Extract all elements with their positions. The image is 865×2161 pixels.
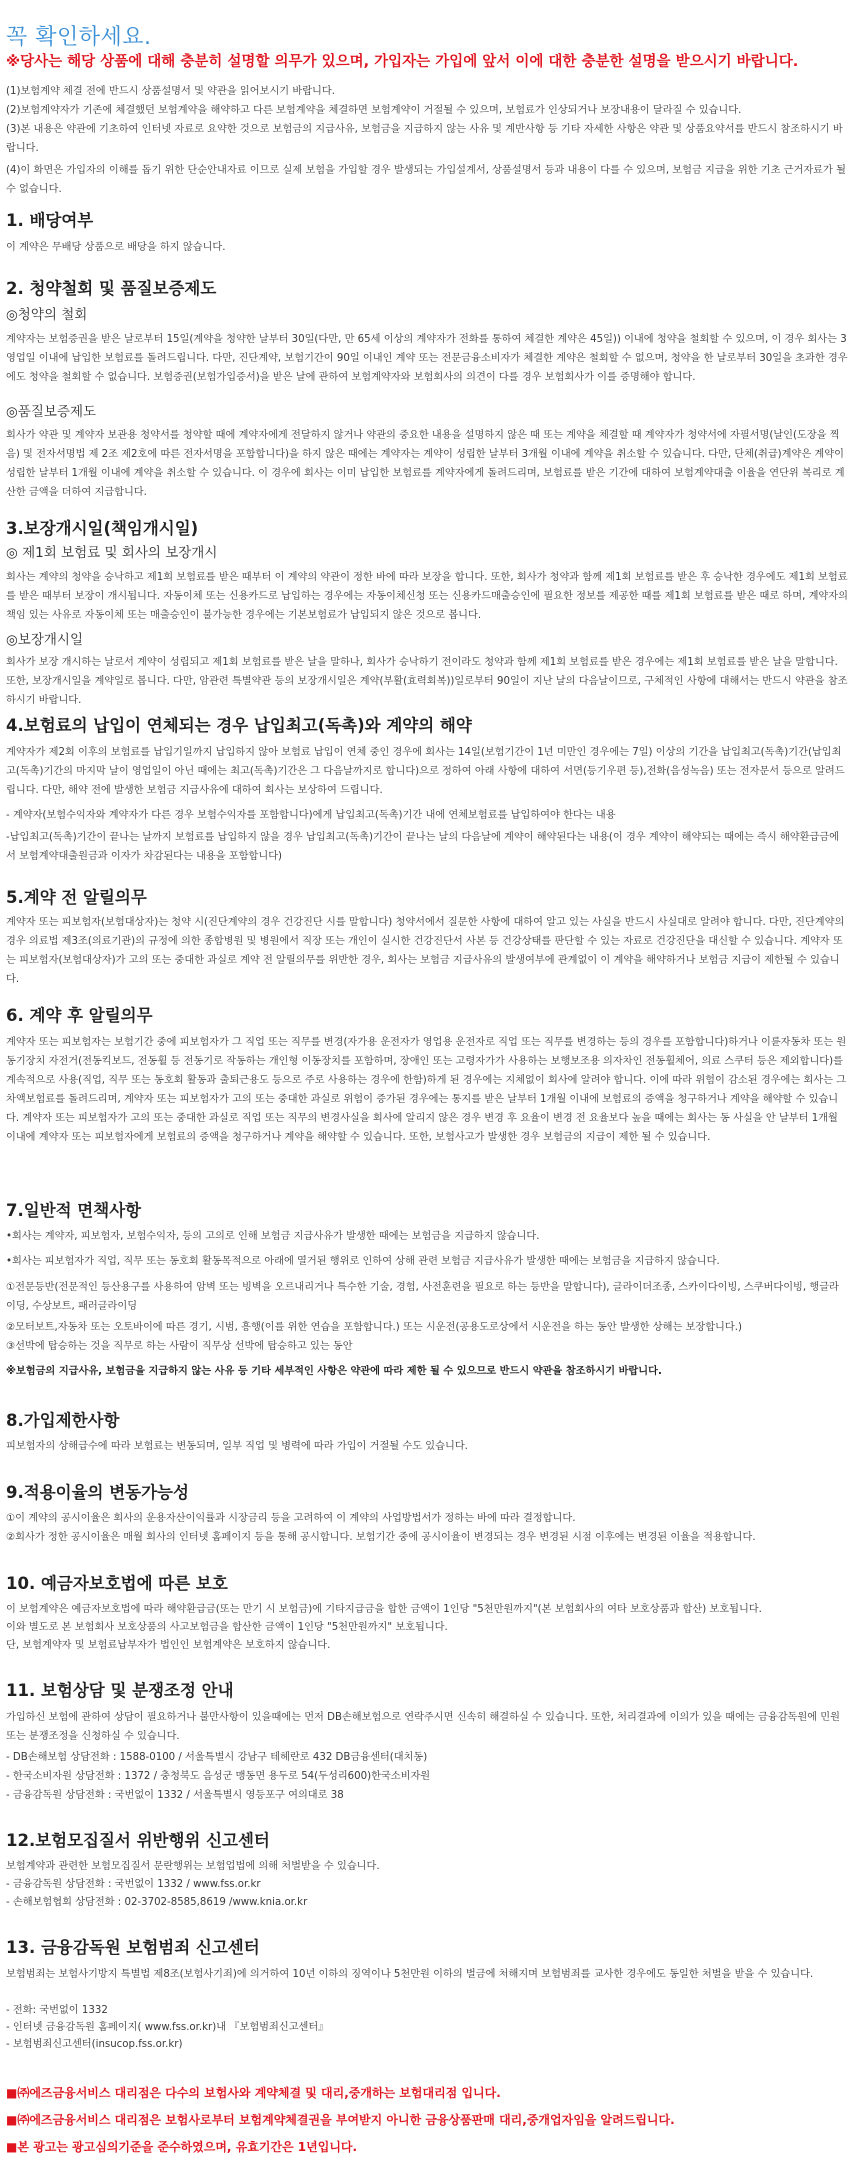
section-9-heading: 9.적용이율의 변동가능성 [6,1483,189,1502]
section-2-heading: 2. 청약철회 및 품질보증제도 [6,279,217,298]
section-13-heading: 13. 금융감독원 보험범죄 신고센터 [6,1938,260,1957]
section-4-item-1: - 계약자(보험수익자와 계약자가 다른 경우 보험수익자를 포함합니다)에게 납입최고(독촉)기간 내에 연체보험료를 납입하여야 한다는 내용 [6,810,616,821]
section-8-heading: 8.가입제한사항 [6,1411,120,1430]
section-10-item-3: 단, 보험계약자 및 보험료납부자가 법인인 보험계약은 보호하지 않습니다. [6,1640,331,1651]
section-11-contact-db: - DB손해보험 상담전화 : 1588-0100 / 서울특별시 강남구 테헤란로 432 DB금융센터(대치동) [6,1752,428,1763]
section-8-body: 피보험자의 상해급수에 따라 보험료는 변동되며, 일부 직업 및 병력에 따라 가입이 거절될 수도 있습니다. [6,1441,468,1452]
section-11-contact-fss: - 금융감독원 상담전화 : 국번없이 1332 / 서울특별시 영등포구 여의대로 38 [6,1790,344,1801]
notice-item-4: (4)이 화면은 가입자의 이해를 돕기 위한 단순안내자료 이므로 실제 보험을 가입할 경우 발생되는 가입설계서, 상품설명서 등과 내용이 다를 수 있으며, 보험금 지급을 위한 기초 근거자료가 될 수 없습니다. [6,165,846,195]
section-2-body-withdrawal: 계약자는 보험증권을 받은 날로부터 15일(계약을 청약한 날부터 30일(다만, 만 65세 이상의 계약자가 전화를 통하여 체결한 계약은 45일)) 이내에 청약을 철회할 수 있으며, 이 경우 회사는 3영업일 이내에 납입한 보험료를 돌려드립니다. 다만, 진단계약, 보험기간이 90일 이내인 계약 또는 전문금융소비자가 체결한 계약은 철회할 수 없으며, 청약을 한 날로부터 30일을 초과한 경우에도 청약을 철회할 수 없습니다. 보험증권(보험가입증서)을 받은 날에 관하여 보험계약자와 보험회사의 의견이 다를 경우 보험회사가 이를 증명해야 합니다. [6,334,848,383]
section-9-item-1: ①이 계약의 공시이율은 회사의 운용자산이익률과 시장금리 등을 고려하여 이 계약의 사업방법서가 정하는 바에 따라 결정합니다. [6,1513,576,1524]
section-1-heading: 1. 배당여부 [6,211,94,230]
notice-warning: ※당사는 해당 상품에 대해 충분히 설명할 의무가 있으며, 가입자는 가입에 앞서 이에 대한 충분한 설명을 받으시기 바랍니다. [6,54,799,70]
section-7-item-5: ③선박에 탑승하는 것을 직무로 하는 사람이 직무상 선박에 탑승하고 있는 동안 [6,1341,353,1352]
section-12-contact-knia: - 손해보험협회 상담전화 : 02-3702-8585,8619 /www.knia.or.kr [6,1897,308,1908]
section-1-body: 이 계약은 무배당 상품으로 배당을 하지 않습니다. [6,242,226,253]
section-10-item-2: 이와 별도로 본 보험회사 보호상품의 사고보험금을 합산한 금액이 1인당 "5천만원까지" 보호됩니다. [6,1622,448,1633]
section-3-body-first-premium: 회사는 계약의 청약을 승낙하고 제1회 보험료를 받은 때부터 이 계약의 약관이 정한 바에 따라 보장을 합니다. 또한, 회사가 청약과 함께 제1회 보험료를 받은 후 승낙한 경우에도 제1회 보험료를 받은 때부터 보장이 개시됩니다. 자동이체 또는 신용카드로 납입하는 경우에는 자동이체신청 또는 신용카드매출승인에 필요한 정보를 제공한 때를 제1회 보험료를 받은 때로 하며, 계약자의 책임 있는 사유로 자동이체 또는 매출승인이 불가능한 경우에는 기본보험료가 납입되지 않은 것으로 봅니다. [6,572,848,621]
section-13-body: 보험범죄는 보험사기방지 특별법 제8조(보험사기죄)에 의거하여 10년 이하의 징역이나 5천만원 이하의 벌금에 처해지며 보험범죄를 교사한 경우에도 동일한 처벌을 받을 수 있습니다. [6,1969,814,1980]
footer-line-3: ■본 광고는 광고심의기준을 준수하였으며, 유효기간은 1년입니다. [6,2140,358,2154]
section-3-sub-start-date: ◎보장개시일 [6,632,83,648]
section-6-body: 계약자 또는 피보험자는 보험기간 중에 피보험자가 그 직업 또는 직무를 변경(자가용 운전자가 영업용 운전자로 직업 또는 직무를 변경하는 등의 경우를 포함합니다)하거나 이륜자동차 또는 원동기장치 자전거(전동킥보드, 전동휠 등 전동기로 작동하는 개인형 이동장치를 포함하며, 장애인 또는 고령자가가 사용하는 보행보조용 의자차인 전동휠체어, 의료 스쿠터 등은 제외합니다)를 계속적으로 사용(직업, 직무 또는 동호회 활동과 출퇴근용도 등으로 주로 사용하는 경우에 한함)하게 된 경우에는 지체없이 회사에 알려야 합니다. 이에 따라 위험이 감소된 경우에는 회사는 그 차액보험료를 돌려드리며, 계약자 또는 피보험자가 고의 또는 중대한 과실로 위험이 증가된 경우에는 통지를 받은 날부터 1개월 이내에 보험료의 증액을 청구하거나 계약을 해약할 수 있습니다. 계약자 또는 피보험자가 고의 또는 중대한 과실로 직업 또는 직무의 변경사실을 회사에 알리지 않은 경우 변경 후 요율이 변경 전 요율보다 높을 때에는 회사는 동 사실을 안 날부터 1개월 이내에 계약자 또는 피보험자에게 보험료의 증액을 청구하거나 계약을 해약할 수 있습니다. 또한, 보험사고가 발생한 경우 보험금의 지급이 제한 될 수 있습니다. [6,1037,847,1143]
section-11-body: 가입하신 보험에 관하여 상담이 필요하거나 불만사항이 있을때에는 먼저 DB손해보험으로 연락주시면 신속히 해결하실 수 있습니다. 또한, 처리결과에 이의가 있을 때에는 금융감독원에 민원 또는 분쟁조정을 신청하실 수 있습니다. [6,1712,840,1742]
section-7-note: ※보험금의 지급사유, 보험금을 지급하지 않는 사유 등 기타 세부적인 사항은 약관에 따라 제한 될 수 있으므로 반드시 약관을 참조하시기 바랍니다. [6,1366,662,1377]
section-4-item-2: -납입최고(독촉)기간이 끝나는 날까지 보험료를 납입하지 않을 경우 납입최고(독촉)기간이 끝나는 날의 다음날에 계약이 해약된다는 내용(이 경우 계약이 해약되는 때에는 즉시 해약환급금에서 보험계약대출원금과 이자가 차감된다는 내용을 포함합니다) [6,832,839,862]
section-2-sub-withdrawal: ◎청약의 철회 [6,307,88,323]
notice-item-2: (2)보험계약자가 기존에 체결했던 보험계약을 해약하고 다른 보험계약을 체결하면 보험계약이 거절될 수 있으며, 보험료가 인상되거나 보장내용이 달라질 수 있습니다. [6,105,742,116]
section-11-contact-kca: - 한국소비자원 상담전화 : 1372 / 충청북도 음성군 맹동면 용두로 54(두성리600)한국소비자원 [6,1771,431,1782]
section-12-body: 보험계약과 관련한 보험모집질서 문란행위는 보험업법에 의해 처벌받을 수 있습니다. [6,1861,380,1872]
section-9-item-2: ②회사가 정한 공시이율은 매월 회사의 인터넷 홈페이지 등을 통해 공시합니다. 보험기간 중에 공시이율이 변경되는 경우 변경된 시점 이후에는 변경된 이율을 적용합니다. [6,1532,756,1543]
section-3-sub-first-premium: ◎ 제1회 보험료 및 회사의 보장개시 [6,545,218,561]
notice-item-3: (3)본 내용은 약관에 기초하여 인터넷 자료로 요약한 것으로 보험금의 지급사유, 보험금을 지급하지 않는 사유 및 계반사항 등 기타 자세한 사항은 약관 및 상품요약서를 반드시 참조하시기 바랍니다. [6,124,843,154]
notice-item-1: (1)보험계약 체결 전에 반드시 상품설명서 및 약관을 읽어보시기 바랍니다. [6,86,335,97]
section-5-body: 계약자 또는 피보험자(보험대상자)는 청약 시(진단계약의 경우 건강진단 시를 말합니다) 청약서에서 질문한 사항에 대하여 알고 있는 사실을 반드시 사실대로 알려야 합니다. 다만, 진단계약의 경우 의료법 제3조(의료기관)의 규정에 의한 종합병원 및 병원에서 직장 또는 개인이 실시한 건강진단서 사본 등 건강상태를 판단할 수 있는 자료로 건강진단을 대신할 수 있습니다. 계약자 또는 피보험자(보험대상자)가 고의 또는 중대한 과실로 계약 전 알릴의무를 위반한 경우, 회사는 보험금 지급사유의 발생여부에 관계없이 이 계약을 해약하거나 보험금 지급이 제한될 수 있습니다. [6,917,845,985]
section-5-heading: 5.계약 전 알릴의무 [6,888,147,907]
footer-line-2: ■㈜에즈금융서비스 대리점은 보험사로부터 보험계약체결권을 부여받지 아니한 금융상품판매 대리,중개업자임을 알려드립니다. [6,2113,675,2127]
section-11-heading: 11. 보험상담 및 분쟁조정 안내 [6,1681,234,1700]
section-7-item-2: •회사는 피보험자가 직업, 직무 또는 동호회 활동목적으로 아래에 열거된 행위로 인하여 상해 관련 보험금 지급사유가 발생한 때에는 보험금을 지급하지 않습니다. [6,1256,720,1267]
section-7-item-1: •회사는 계약자, 피보험자, 보험수익자, 등의 고의로 인해 보험금 지급사유가 발생한 때에는 보험금을 지급하지 않습니다. [6,1231,540,1242]
section-4-body: 계약자가 제2회 이후의 보험료를 납입기일까지 납입하지 않아 보험료 납입이 연체 중인 경우에 회사는 14일(보험기간이 1년 미만인 경우에는 7일) 이상의 기간을 납입최고(독촉)기간(납입최고(독촉)기간의 마지막 날이 영업일이 아닌 때에는 최고(독촉)기간은 그 다음날까지로 합니다)으로 정하여 아래 사항에 대하여 서면(등기우편 등),전화(음성녹음) 또는 전자문서 등으로 알려드립니다. 다만, 해약 전에 발생한 보험금 지급사유에 대하여 회사는 보상하여 드립니다. [6,747,845,796]
section-7-item-4: ②모터보트,자동차 또는 오토바이에 따른 경기, 시범, 흥행(이를 위한 연습을 포함합니다.) 또는 시운전(공용도로상에서 시운전을 하는 동안 발생한 상해는 보장합니다.) [6,1322,742,1333]
section-12-contact-fss: - 금융감독원 상담전화 : 국번없이 1332 / www.fss.or.kr [6,1879,261,1890]
section-7-item-3: ①전문등반(전문적인 등산용구를 사용하여 암벽 또는 빙벽을 오르내리거나 특수한 기술, 경험, 사전훈련을 필요로 하는 등반을 말합니다), 글라이더조종, 스카이다이빙, 스쿠버다이빙, 행글라이딩, 수상보트, 패러글라이딩 [6,1282,839,1312]
section-2-body-quality: 회사가 약관 및 계약자 보관용 청약서를 청약할 때에 계약자에게 전달하지 않거나 약관의 중요한 내용을 설명하지 않은 때 또는 계약을 체결할 때 계약자가 청약서에 자필서명(날인(도장을 찍음) 및 전자서명법 제 2조 제2호에 따른 전자서명을 포함합니다)을 하지 않은 때에는 계약자는 계약이 성립한 날부터 3개월 이내에 계약을 취소할 수 있습니다. 다만, 단체(취급)계약은 계약이 성립한 날부터 1개월 이내에 계약을 취소할 수 있습니다. 이 경우에 회사는 이미 납입한 보험료를 계약자에게 돌려드리며, 보험료를 받은 기간에 대하여 보험계약대출 이율을 연단위 복리로 계산한 금액을 더하여 지급합니다. [6,430,845,498]
section-2-sub-quality: ◎품질보증제도 [6,404,97,420]
section-3-heading: 3.보장개시일(책임개시일) [6,519,199,538]
section-13-center: - 보험범죄신고센터(insucop.fss.or.kr) [6,2039,183,2050]
footer-notices [6,2080,856,2161]
section-10-heading: 10. 예금자보호법에 따른 보호 [6,1574,228,1593]
section-10-item-1: 이 보험계약은 예금자보호법에 따라 해약환급금(또는 만기 시 보험금)에 기타지급금을 합한 금액이 1인당 "5천만원까지"(본 보험회사의 여타 보호상품과 합산) 보호됩니다. [6,1604,762,1615]
footer-line-1: ■㈜에즈금융서비스 대리점은 다수의 보험사와 계약체결 및 대리,중개하는 보험대리점 입니다. [6,2086,501,2100]
section-3-body-start-date: 회사가 보장 개시하는 날로서 계약이 성립되고 제1회 보험료를 받은 날을 말하나, 회사가 승낙하기 전이라도 청약과 함께 제1회 보험료를 받은 경우에는 제1회 보험료를 받은 날을 말합니다. 또한, 보장개시일을 계약일로 봅니다. 다만, 암관련 특별약관 등의 보장개시일은 계약(부활(효력회복))일로부터 90일이 지난 날의 다음날이므로, 구체적인 사항에 대해서는 반드시 약관을 참조하시기 바랍니다. [6,657,848,706]
section-13-phone: - 전화: 국번없이 1332 [6,2005,108,2016]
section-13-website: - 인터넷 금융감독원 홈페이지( www.fss.or.kr)내 『보험범죄신고센터』 [6,2022,329,2033]
section-6-heading: 6. 계약 후 알릴의무 [6,1006,153,1025]
section-4-heading: 4.보험료의 납입이 연체되는 경우 납입최고(독촉)와 계약의 해약 [6,716,472,735]
notice-title: 꼭 확인하세요. [6,25,152,50]
section-7-heading: 7.일반적 면책사항 [6,1201,142,1220]
section-12-heading: 12.보험모집질서 위반행위 신고센터 [6,1831,270,1850]
